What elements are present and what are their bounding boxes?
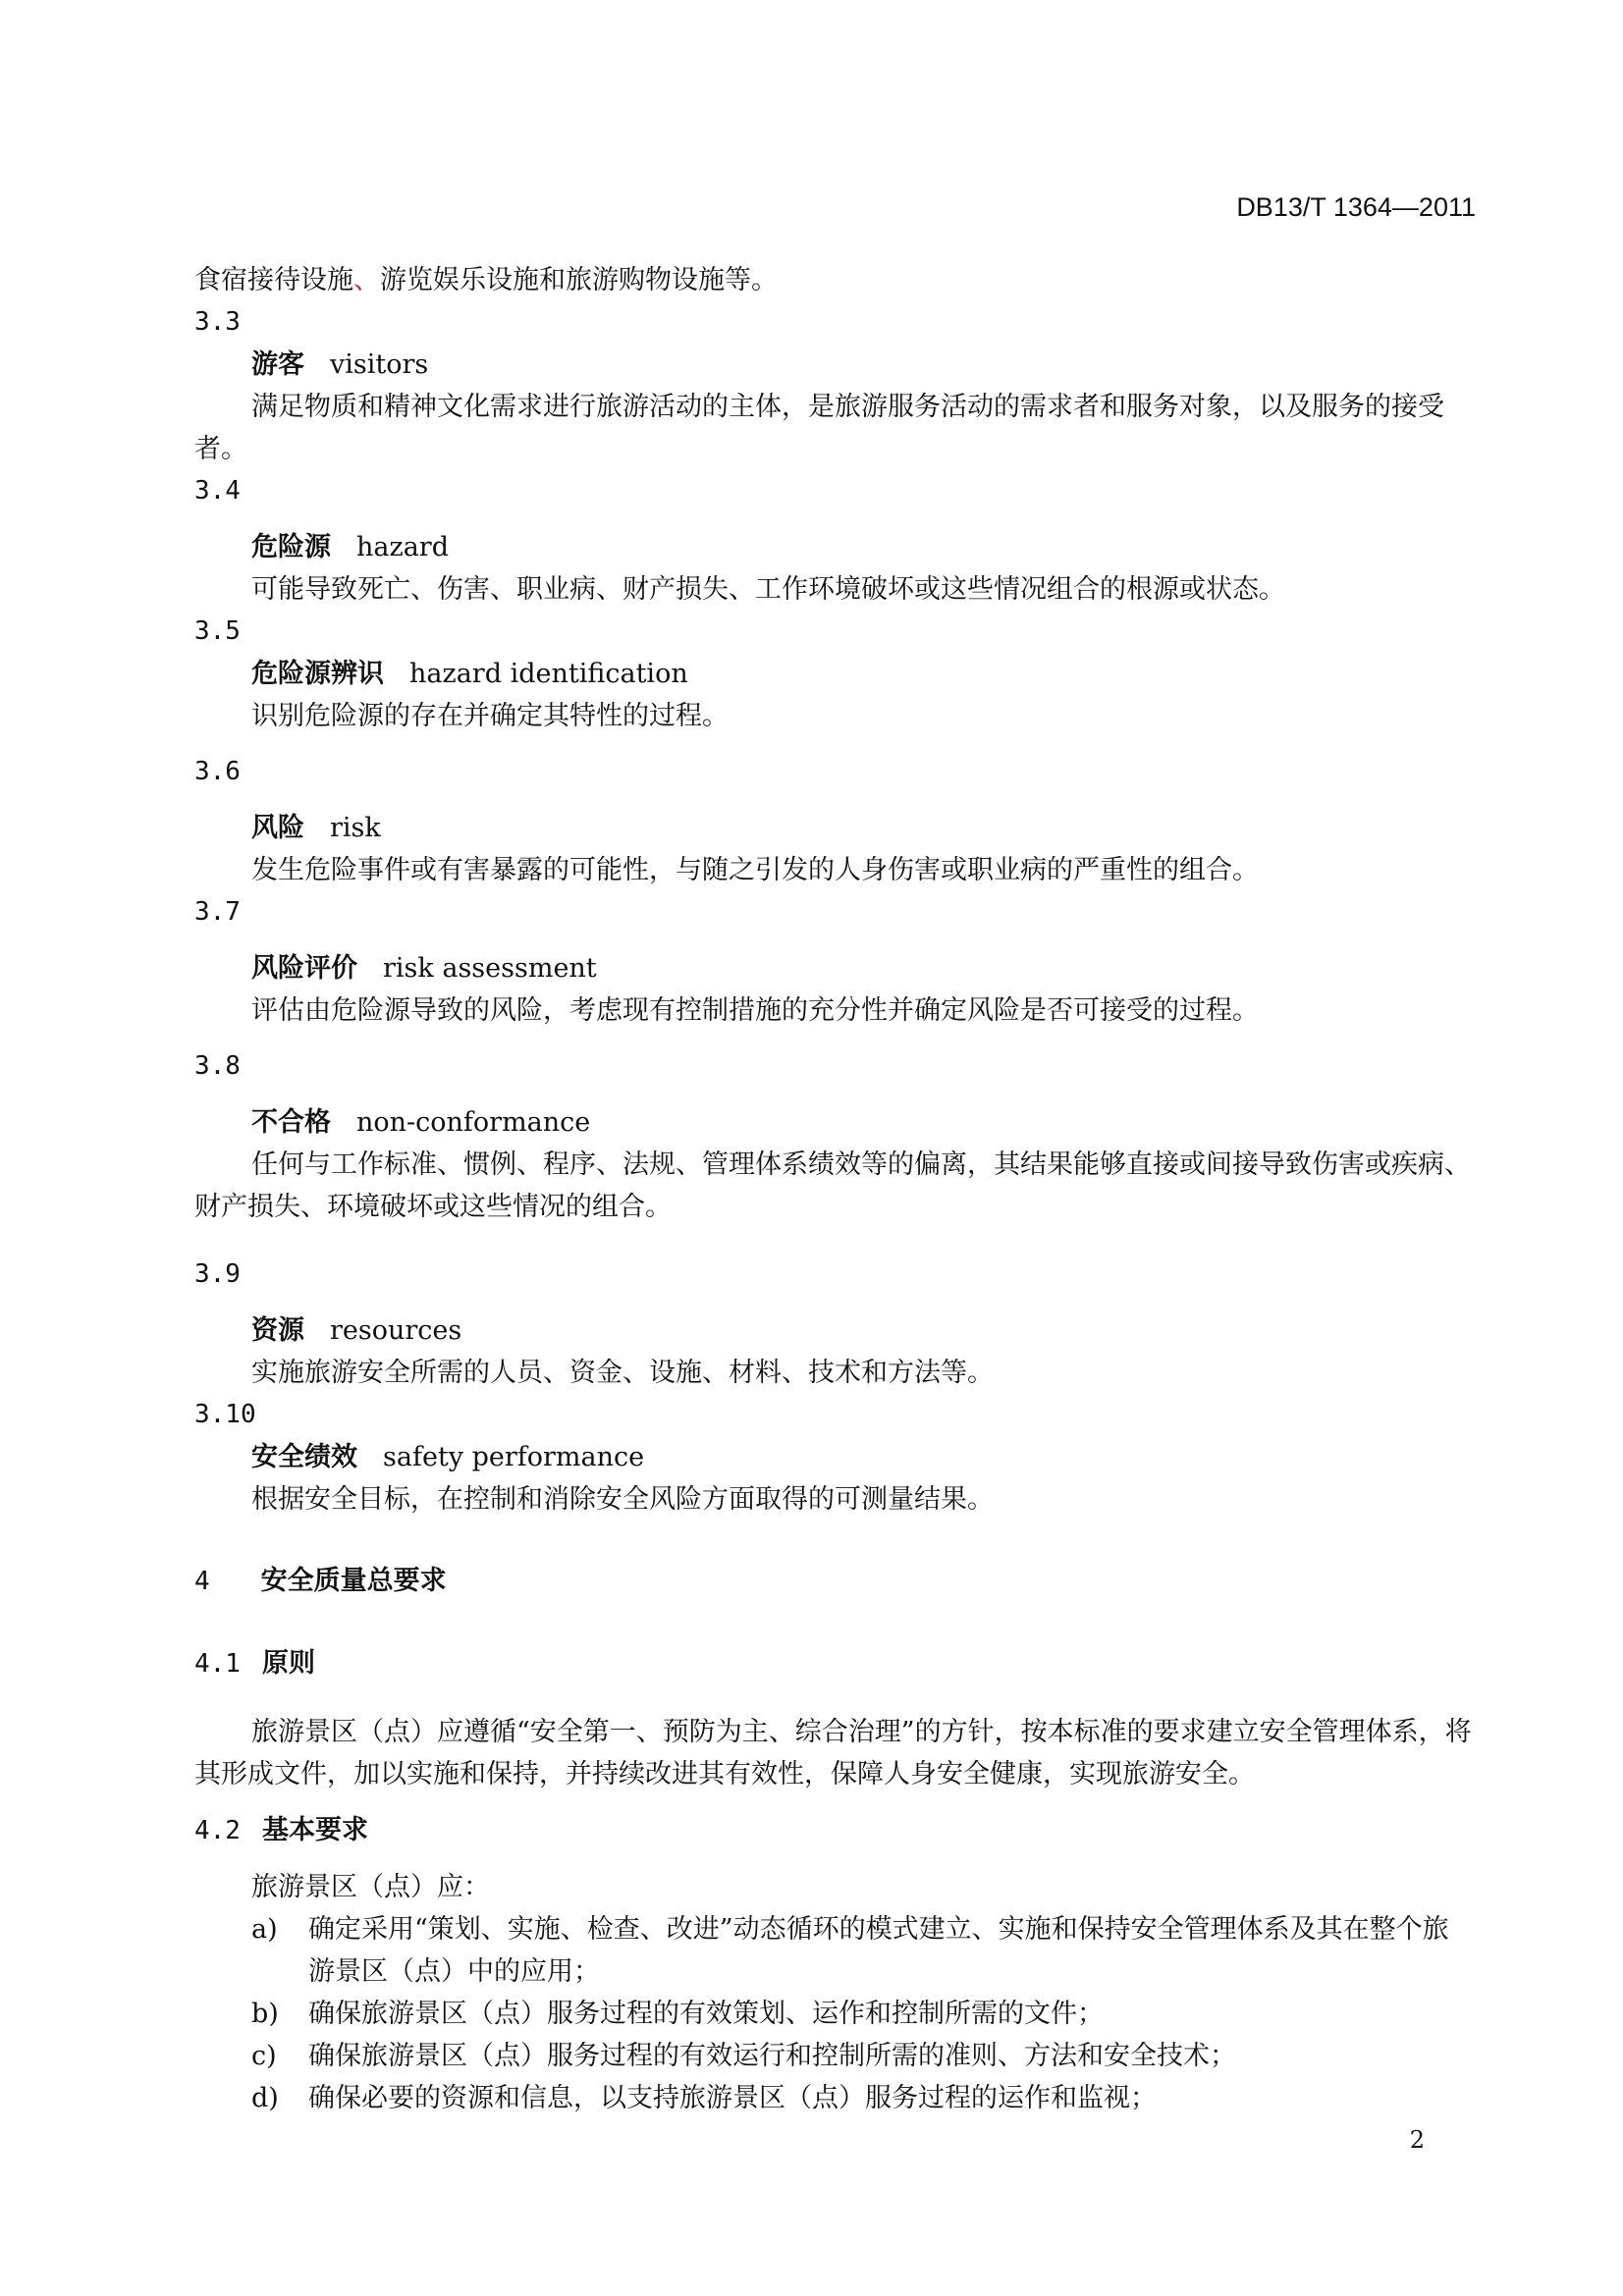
- term-en: hazard identification: [409, 659, 688, 689]
- term-heading: [194, 526, 1473, 568]
- list-text: 确保旅游景区（点）服务过程的有效策划、运作和控制所需的文件；: [308, 1999, 1104, 2029]
- list-text: 确保旅游景区（点）服务过程的有效运行和控制所需的准则、方法和安全技术；: [308, 2041, 1236, 2071]
- term-number: 3.9: [194, 1259, 241, 1289]
- term-en: resources: [330, 1315, 462, 1346]
- page-number: 2: [1409, 2126, 1425, 2154]
- list-item: [194, 1908, 1473, 1993]
- term-number: 3.10: [194, 1400, 256, 1429]
- list-label: c): [251, 2041, 277, 2071]
- term-en: visitors: [330, 349, 429, 380]
- term-zh: 不合格: [251, 1107, 331, 1138]
- term-heading: [194, 1309, 1473, 1352]
- section-number: 4: [194, 1567, 210, 1596]
- list-text: 确定采用“策划、实施、检查、改进”动态循环的模式建立、实施和保持安全管理体系及其在整个旅游景区（点）中的应用；: [308, 1914, 1449, 1987]
- term-number: 3.6: [194, 757, 241, 786]
- term-zh: 游客: [251, 349, 304, 380]
- term-definition: 满足物质和精神文化需求进行旅游活动的主体，是旅游服务活动的需求者和服务对象，以及服务的接受者。: [194, 392, 1444, 464]
- term-en: hazard: [356, 532, 449, 562]
- subsection-heading: [194, 1809, 1473, 1852]
- paragraph: 旅游景区（点）应遵循“安全第一、预防为主、综合治理”的方针，按本标准的要求建立安全管理体系，将其形成文件，加以实施和保持，并持续改进其有效性，保障人身安全健康，实现旅游安全。: [194, 1717, 1472, 1789]
- term-zh: 资源: [251, 1315, 304, 1346]
- term-en: risk assessment: [383, 953, 597, 984]
- term-number: 3.7: [194, 897, 241, 927]
- term-en: risk: [330, 813, 381, 843]
- term-definition: 可能导致死亡、伤害、职业病、财产损失、工作环境破坏或这些情况组合的根源或状态。: [251, 574, 1285, 605]
- section-title: 安全质量总要求: [260, 1566, 447, 1596]
- term-zh: 风险: [251, 813, 304, 843]
- term-zh: 风险评价: [251, 953, 357, 984]
- term-number: 3.3: [194, 307, 241, 337]
- subsection-heading: [194, 1642, 1473, 1685]
- term-definition: 任何与工作标准、惯例、程序、法规、管理体系绩效等的偏离，其结果能够直接或间接导致伤害或疾病、财产损失、环境破坏或这些情况的组合。: [194, 1149, 1471, 1222]
- paragraph-lead: 旅游景区（点）应：: [251, 1872, 490, 1902]
- list-item: [194, 1993, 1473, 2035]
- document-body: [194, 259, 1473, 2119]
- term-heading: [194, 1436, 1473, 1478]
- red-separator: 、: [353, 265, 380, 295]
- list-item: [194, 2035, 1473, 2077]
- list-text: 确保必要的资源和信息，以支持旅游景区（点）服务过程的运作和监视；: [308, 2083, 1157, 2113]
- term-definition: 实施旅游安全所需的人员、资金、设施、材料、技术和方法等。: [251, 1358, 994, 1388]
- term-en: safety performance: [383, 1442, 645, 1472]
- term-number: 3.5: [194, 616, 241, 646]
- subsection-title: 基本要求: [261, 1815, 368, 1845]
- term-zh: 危险源辨识: [251, 659, 384, 689]
- list-label: a): [251, 1914, 278, 1945]
- term-en: non-conformance: [356, 1107, 591, 1138]
- term-number: 3.4: [194, 476, 241, 506]
- term-heading: [194, 1101, 1473, 1144]
- list-label: b): [251, 1999, 279, 2029]
- subsection-number: 4.2: [194, 1816, 241, 1845]
- term-definition: 评估由危险源导致的风险，考虑现有控制措施的充分性并确定风险是否可接受的过程。: [251, 995, 1259, 1026]
- intro-line: 食宿接待设施、游览娱乐设施和旅游购物设施等。: [194, 265, 778, 295]
- term-heading: [194, 947, 1473, 989]
- section-heading: [194, 1560, 1473, 1603]
- term-heading: [194, 344, 1473, 386]
- term-number: 3.8: [194, 1051, 241, 1081]
- subsection-title: 原则: [261, 1648, 315, 1679]
- list-label: d): [251, 2083, 279, 2113]
- term-definition: 发生危险事件或有害暴露的可能性，与随之引发的人身伤害或职业病的严重性的组合。: [251, 855, 1259, 885]
- term-definition: 根据安全目标，在控制和消除安全风险方面取得的可测量结果。: [251, 1484, 994, 1515]
- doc-id-header: DB13/T 1364—2011: [1236, 192, 1476, 222]
- term-heading: [194, 653, 1473, 695]
- term-zh: 安全绩效: [251, 1442, 357, 1472]
- term-heading: [194, 807, 1473, 849]
- subsection-number: 4.1: [194, 1649, 241, 1679]
- term-definition: 识别危险源的存在并确定其特性的过程。: [251, 701, 729, 731]
- term-zh: 危险源: [251, 532, 331, 562]
- list-item: [194, 2077, 1473, 2119]
